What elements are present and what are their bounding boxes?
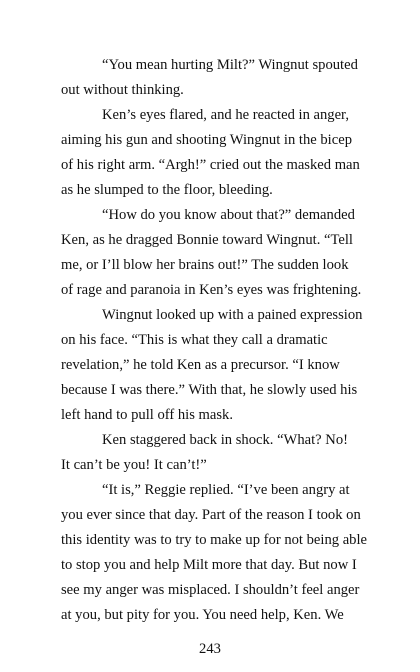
text-line-5: of his right arm. “Argh!” cried out the masked man	[61, 157, 360, 173]
text-line-1: “You mean hurting Milt?” Wingnut spouted	[102, 57, 358, 73]
text-line-6: as he slumped to the floor, bleeding.	[61, 182, 273, 198]
text-line-9: me, or I’ll blow her brains out!” The sudden look	[61, 257, 349, 273]
text-line-11: Wingnut looked up with a pained expression	[102, 307, 363, 323]
page-number: 243	[199, 641, 221, 657]
text-line-21: to stop you and help Milt more that day. But now I	[61, 557, 357, 573]
text-line-19: you ever since that day. Part of the reason I took on	[61, 507, 361, 523]
text-line-17: It can’t be you! It can’t!”	[61, 457, 207, 473]
text-line-14: because I was there.” With that, he slowly used his	[61, 382, 358, 398]
text-line-12: on his face. “This is what they call a dramatic	[61, 332, 328, 348]
text-line-4: aiming his gun and shooting Wingnut in the bicep	[61, 132, 352, 148]
text-line-2: out without thinking.	[61, 82, 184, 98]
text-line-10: of rage and paranoia in Ken’s eyes was frightening.	[61, 282, 362, 298]
text-line-20: this identity was to try to make up for not being able	[61, 532, 368, 548]
text-line-8: Ken, as he dragged Bonnie toward Wingnut. “Tell	[61, 232, 353, 248]
text-line-15: left hand to pull off his mask.	[61, 407, 233, 423]
text-line-7: “How do you know about that?” demanded	[102, 207, 355, 223]
text-line-3: Ken’s eyes flared, and he reacted in anger,	[102, 107, 349, 123]
text-line-13: revelation,” he told Ken as a precursor. “I know	[61, 357, 340, 373]
text-line-16: Ken staggered back in shock. “What? No!	[102, 432, 348, 448]
text-line-18: “It is,” Reggie replied. “I’ve been angry at	[102, 482, 350, 498]
text-line-22: see my anger was misplaced. I shouldn’t feel anger	[61, 582, 360, 598]
text-line-23: at you, but pity for you. You need help, Ken. We	[61, 607, 344, 623]
